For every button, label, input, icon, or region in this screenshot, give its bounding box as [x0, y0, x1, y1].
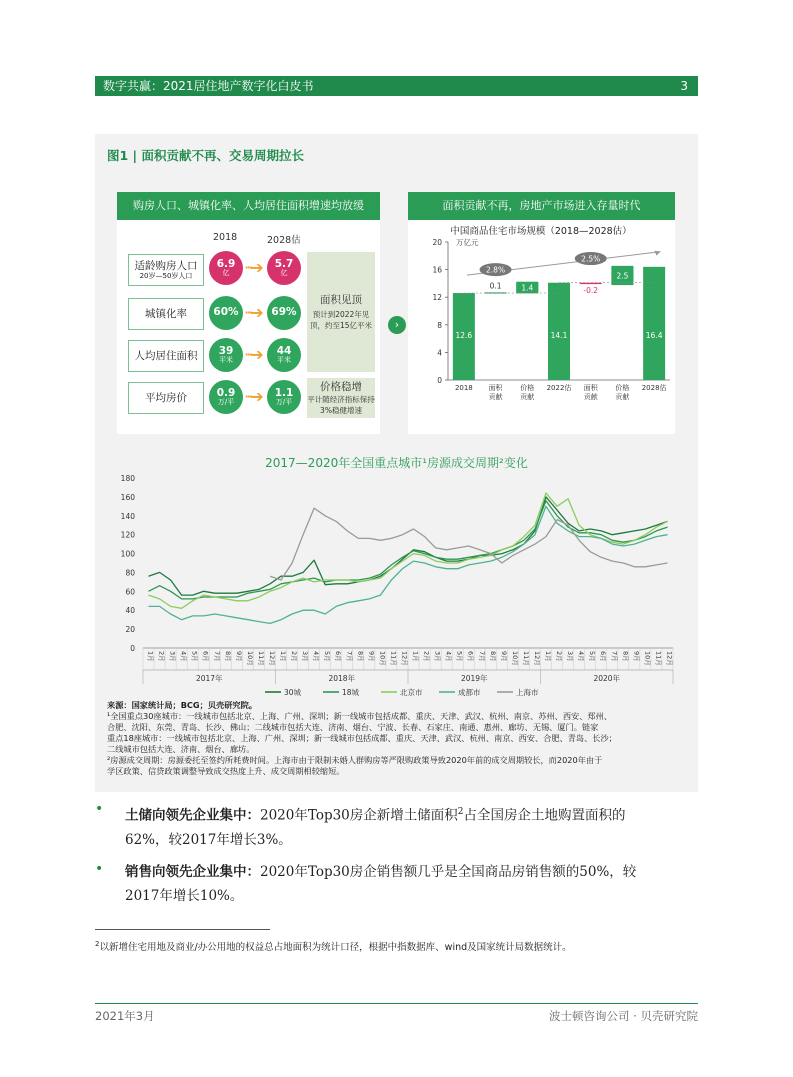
month-tick-label: 4月 — [179, 651, 188, 662]
growth-label: 2.5% — [581, 254, 601, 264]
bar-value-label: 0.1 — [489, 281, 502, 291]
note-line: 重点18座城市：一线城市包括北京、上海、广州、深圳；新一线城市包括成都、重庆、天津、武汉、杭州、南京、西安、合肥、青岛、长沙； — [107, 733, 617, 744]
bullet-span: 62%，较2017年增长3%。 — [125, 831, 292, 848]
month-tick-label: 8月 — [223, 651, 232, 662]
month-tick-label: 9月 — [499, 651, 508, 662]
bar-chart — [408, 220, 675, 434]
month-tick-label: 11月 — [256, 651, 265, 666]
month-tick-label: 3月 — [301, 651, 310, 662]
x-tick-label-2: 贡献 — [520, 393, 535, 401]
x-tick-label: 价格 — [520, 384, 535, 392]
x-tick-label: 2028估 — [641, 384, 667, 392]
legend-label: 30城 — [284, 688, 302, 697]
y-tick-label: 0 — [130, 644, 135, 653]
note-text: 平计随经济指标保持3%稳健增速 — [307, 395, 375, 415]
value-circle-2018 — [209, 380, 243, 414]
series-line-18城 — [149, 501, 668, 599]
y-tick-label: 120 — [120, 530, 135, 540]
month-tick-label: 2月 — [157, 651, 166, 662]
header-title: 数字共赢：2021居住地产数字化白皮书 — [103, 79, 314, 93]
month-tick-label: 5月 — [588, 651, 597, 662]
note-area-peak — [307, 252, 375, 372]
x-tick-label: 面积 — [488, 384, 503, 392]
year-tick-label: 2019年 — [460, 674, 488, 683]
x-tick-label-2: 贡献 — [583, 393, 598, 401]
footnote — [95, 939, 572, 953]
month-tick-label: 4月 — [312, 651, 321, 662]
bullet-2 — [95, 860, 698, 908]
y-tick-label: 16 — [432, 265, 442, 275]
note-line: ²房源成交周期：房源委托至签约所耗费时间。上海市由于限制未婚人群购房等严限购政策导致2020年前的成交周期较长，而2020年由于 — [107, 755, 603, 766]
row-label-text: 平均房价 — [145, 391, 187, 404]
month-tick-label: 1月 — [411, 651, 420, 662]
bar-chart-title: 中国商品住宅市场规模（2018—2028估） — [450, 226, 632, 237]
year-tick-label: 2018年 — [328, 674, 356, 683]
value-number: 6.9 — [216, 257, 236, 270]
note-line: ¹全国重点30座城市：一线城市包括北京、上海、广州、深圳；新一线城市包括成都、重庆、天津、武汉、杭州、南京、苏州、西安、郑州、 — [107, 711, 612, 722]
row-label-text: 城镇化率 — [145, 307, 187, 320]
month-tick-label: 10月 — [245, 651, 254, 666]
month-tick-label: 9月 — [632, 651, 641, 662]
note-title: 价格稳增 — [320, 381, 362, 394]
month-tick-label: 12月 — [665, 651, 674, 666]
y-tick-label: 140 — [120, 511, 135, 521]
bar-value-label: 1.4 — [521, 283, 534, 293]
month-tick-label: 11月 — [389, 651, 398, 666]
bullet-bold: 销售向领先企业集中： — [125, 864, 260, 880]
value-unit: 万/平 — [217, 397, 235, 406]
legend-label: 北京市 — [400, 688, 423, 697]
bar — [643, 267, 665, 380]
value-number: 44 — [276, 344, 292, 357]
left-card-header: 购房人口、城镇化率、人均居住面积增速均放缓 — [117, 192, 380, 220]
right-card — [408, 192, 675, 434]
month-tick-label: 6月 — [201, 651, 210, 662]
arrow-icon: ···➔ — [244, 387, 261, 406]
figure-title: 图1 | 面积贡献不再、交易周期拉长 — [107, 148, 304, 163]
growth-label: 2.8% — [486, 265, 506, 275]
month-tick-label: 7月 — [212, 651, 221, 662]
bullet-span: 2017年增长10%。 — [125, 888, 244, 904]
month-tick-label: 2月 — [422, 651, 431, 662]
value-unit: 亿 — [280, 268, 288, 277]
bullet-1 — [95, 800, 698, 852]
month-tick-label: 8月 — [488, 651, 497, 662]
value-unit: 平米 — [277, 355, 291, 364]
month-tick-label: 7月 — [345, 651, 354, 662]
legend-label: 上海市 — [516, 688, 539, 697]
value-number: 60% — [213, 306, 239, 319]
bar-value-label: -0.2 — [583, 286, 599, 296]
row-label-population — [128, 254, 204, 286]
bar-value-label: 12.6 — [455, 331, 473, 340]
year-tick-label: 2017年 — [195, 674, 223, 683]
arrow-icon: ···➔ — [244, 345, 261, 364]
month-tick-label: 4月 — [577, 651, 586, 662]
y-unit-label: 万亿元 — [456, 238, 479, 247]
sources-block — [107, 700, 697, 777]
footnote-text: 以新增住宅用地及商业/办公用地的权益总占地面积为统计口径，根据中指数据库、wind及国家统计局数据统计。 — [99, 942, 572, 953]
year-2028-header: 2028估 — [267, 235, 301, 246]
month-tick-label: 11月 — [654, 651, 663, 666]
month-tick-label: 5月 — [455, 651, 464, 662]
bullet-text — [125, 800, 698, 852]
value-circle-2028 — [267, 380, 301, 414]
month-tick-label: 7月 — [477, 651, 486, 662]
y-tick-label: 12 — [432, 293, 442, 303]
year-tick-label: 2020年 — [593, 674, 621, 683]
y-tick-label: 80 — [125, 568, 135, 578]
month-tick-label: 1月 — [279, 651, 288, 662]
month-tick-label: 11月 — [521, 651, 530, 666]
figure-panel — [95, 134, 698, 792]
month-tick-label: 3月 — [168, 651, 177, 662]
month-tick-label: 5月 — [323, 651, 332, 662]
arrow-icon: ···➔ — [244, 303, 261, 322]
row-label-house-price — [128, 382, 204, 414]
legend-label: 成都市 — [458, 688, 481, 697]
source-line: 来源：国家统计局；BCG；贝壳研究院。 — [107, 700, 257, 710]
series-line-30城 — [149, 497, 668, 595]
month-tick-label: 5月 — [190, 651, 199, 662]
page-number: 3 — [680, 79, 688, 93]
bar-value-label: 16.4 — [645, 331, 663, 340]
month-tick-label: 1月 — [146, 651, 155, 662]
line-chart-title: 2017—2020年全国重点城市¹房源成交周期²变化 — [265, 456, 528, 470]
chevron-right-icon: › — [388, 316, 406, 334]
month-tick-label: 9月 — [367, 651, 376, 662]
month-tick-label: 10月 — [510, 651, 519, 666]
x-tick-label-2: 贡献 — [615, 393, 630, 401]
month-tick-label: 9月 — [234, 651, 243, 662]
value-unit: 万/平 — [275, 397, 293, 406]
value-circle-2028 — [267, 338, 301, 372]
y-tick-label: 100 — [120, 549, 135, 559]
x-tick-label: 2018 — [454, 384, 473, 392]
month-tick-label: 12月 — [267, 651, 276, 666]
row-label-text: 人均居住面积 — [134, 349, 198, 362]
note-line: 合肥、沈阳、东莞、青岛、长沙、佛山；二线城市包括大连、济南、烟台、宁波、长春、石家庄、南通、惠州、廊坊、无锡、厦门。链家 — [107, 722, 599, 733]
value-unit: 亿 — [222, 268, 230, 277]
value-circle-2028 — [267, 251, 301, 285]
bar-value-label: 2.5 — [616, 271, 629, 281]
row-label-living-area — [128, 340, 204, 372]
y-tick-label: 4 — [437, 348, 442, 358]
y-tick-label: 40 — [125, 606, 135, 616]
series-line-上海市 — [270, 508, 668, 580]
month-tick-label: 3月 — [566, 651, 575, 662]
month-tick-label: 7月 — [610, 651, 619, 662]
value-circle-2018 — [209, 296, 243, 330]
line-chart — [95, 472, 698, 697]
footer-date: 2021年3月 — [95, 1009, 155, 1023]
month-tick-label: 6月 — [334, 651, 343, 662]
y-tick-label: 160 — [120, 492, 135, 502]
value-number: 5.7 — [274, 257, 294, 270]
legend-label: 18城 — [342, 688, 360, 697]
arrow-icon: ···➔ — [244, 258, 261, 277]
y-tick-label: 20 — [432, 238, 442, 247]
month-tick-label: 12月 — [532, 651, 541, 666]
month-tick-label: 10月 — [643, 651, 652, 666]
bullet-dot-icon: • — [95, 861, 104, 877]
note-text: 预计到2022年见顶，约至15亿平米 — [309, 310, 373, 330]
value-circle-2018 — [209, 251, 243, 285]
footnote-divider — [95, 929, 270, 930]
note-line: 二线城市包括大连、济南、烟台、廊坊。 — [107, 744, 255, 755]
x-tick-label: 面积 — [583, 384, 598, 392]
y-tick-label: 0 — [437, 376, 442, 385]
note-price-growth — [307, 378, 375, 418]
month-tick-label: 12月 — [400, 651, 409, 666]
value-number: 39 — [218, 344, 234, 357]
row-label-text: 适龄购房人口 — [134, 259, 198, 272]
note-line: 学区政策、信贷政策调整导致成交热度上升、成交周期相较缩短。 — [107, 766, 345, 777]
bullet-dot-icon: • — [95, 801, 104, 817]
note-title: 面积见顶 — [320, 294, 362, 307]
y-tick-label: 8 — [437, 320, 442, 330]
value-number: 1.1 — [274, 386, 294, 399]
month-tick-label: 2月 — [290, 651, 299, 662]
left-card — [117, 192, 380, 434]
month-tick-label: 6月 — [466, 651, 475, 662]
month-tick-label: 2月 — [555, 651, 564, 662]
month-tick-label: 8月 — [621, 651, 630, 662]
bullet-span: 占全国房企土地购置面积的 — [463, 807, 626, 824]
value-unit: 平米 — [219, 355, 233, 364]
bullet-text — [125, 860, 698, 908]
x-tick-label-2: 贡献 — [488, 393, 503, 401]
bullet-bold: 土储向领先企业集中： — [125, 807, 260, 824]
month-tick-label: 4月 — [444, 651, 453, 662]
month-tick-label: 3月 — [433, 651, 442, 662]
footer-org: 波士顿咨询公司 · 贝壳研究院 — [549, 1009, 698, 1023]
x-tick-label: 价格 — [615, 384, 630, 392]
y-tick-label: 180 — [120, 474, 135, 483]
value-number: 69% — [271, 306, 297, 319]
footer-rule — [95, 1003, 698, 1004]
row-label-urbanization — [128, 298, 204, 330]
y-tick-label: 60 — [125, 587, 135, 597]
value-circle-2028 — [267, 296, 301, 330]
row-sublabel-text: 20岁—50岁人口 — [139, 272, 193, 281]
right-card-header: 面积贡献不再，房地产市场进入存量时代 — [408, 192, 675, 220]
month-tick-label: 10月 — [378, 651, 387, 666]
bullet-span: 2020年Top30房企新增土储面积 — [260, 807, 458, 824]
month-tick-label: 6月 — [599, 651, 608, 662]
header-bar — [95, 76, 698, 96]
x-tick-label: 2022估 — [546, 384, 572, 392]
y-tick-label: 20 — [125, 625, 135, 635]
series-line-成都市 — [149, 506, 668, 623]
footnote-ref: 2 — [457, 807, 464, 817]
value-circle-2018 — [209, 338, 243, 372]
month-tick-label: 8月 — [356, 651, 365, 662]
year-2018-header: 2018 — [213, 232, 238, 243]
bar-value-label: 14.1 — [550, 331, 568, 340]
value-number: 0.9 — [216, 386, 236, 399]
footnote-mark: 2 — [95, 939, 100, 948]
month-tick-label: 1月 — [544, 651, 553, 662]
bullet-span: 2020年Top30房企销售额几乎是全国商品房销售额的50%，较 — [260, 864, 637, 880]
